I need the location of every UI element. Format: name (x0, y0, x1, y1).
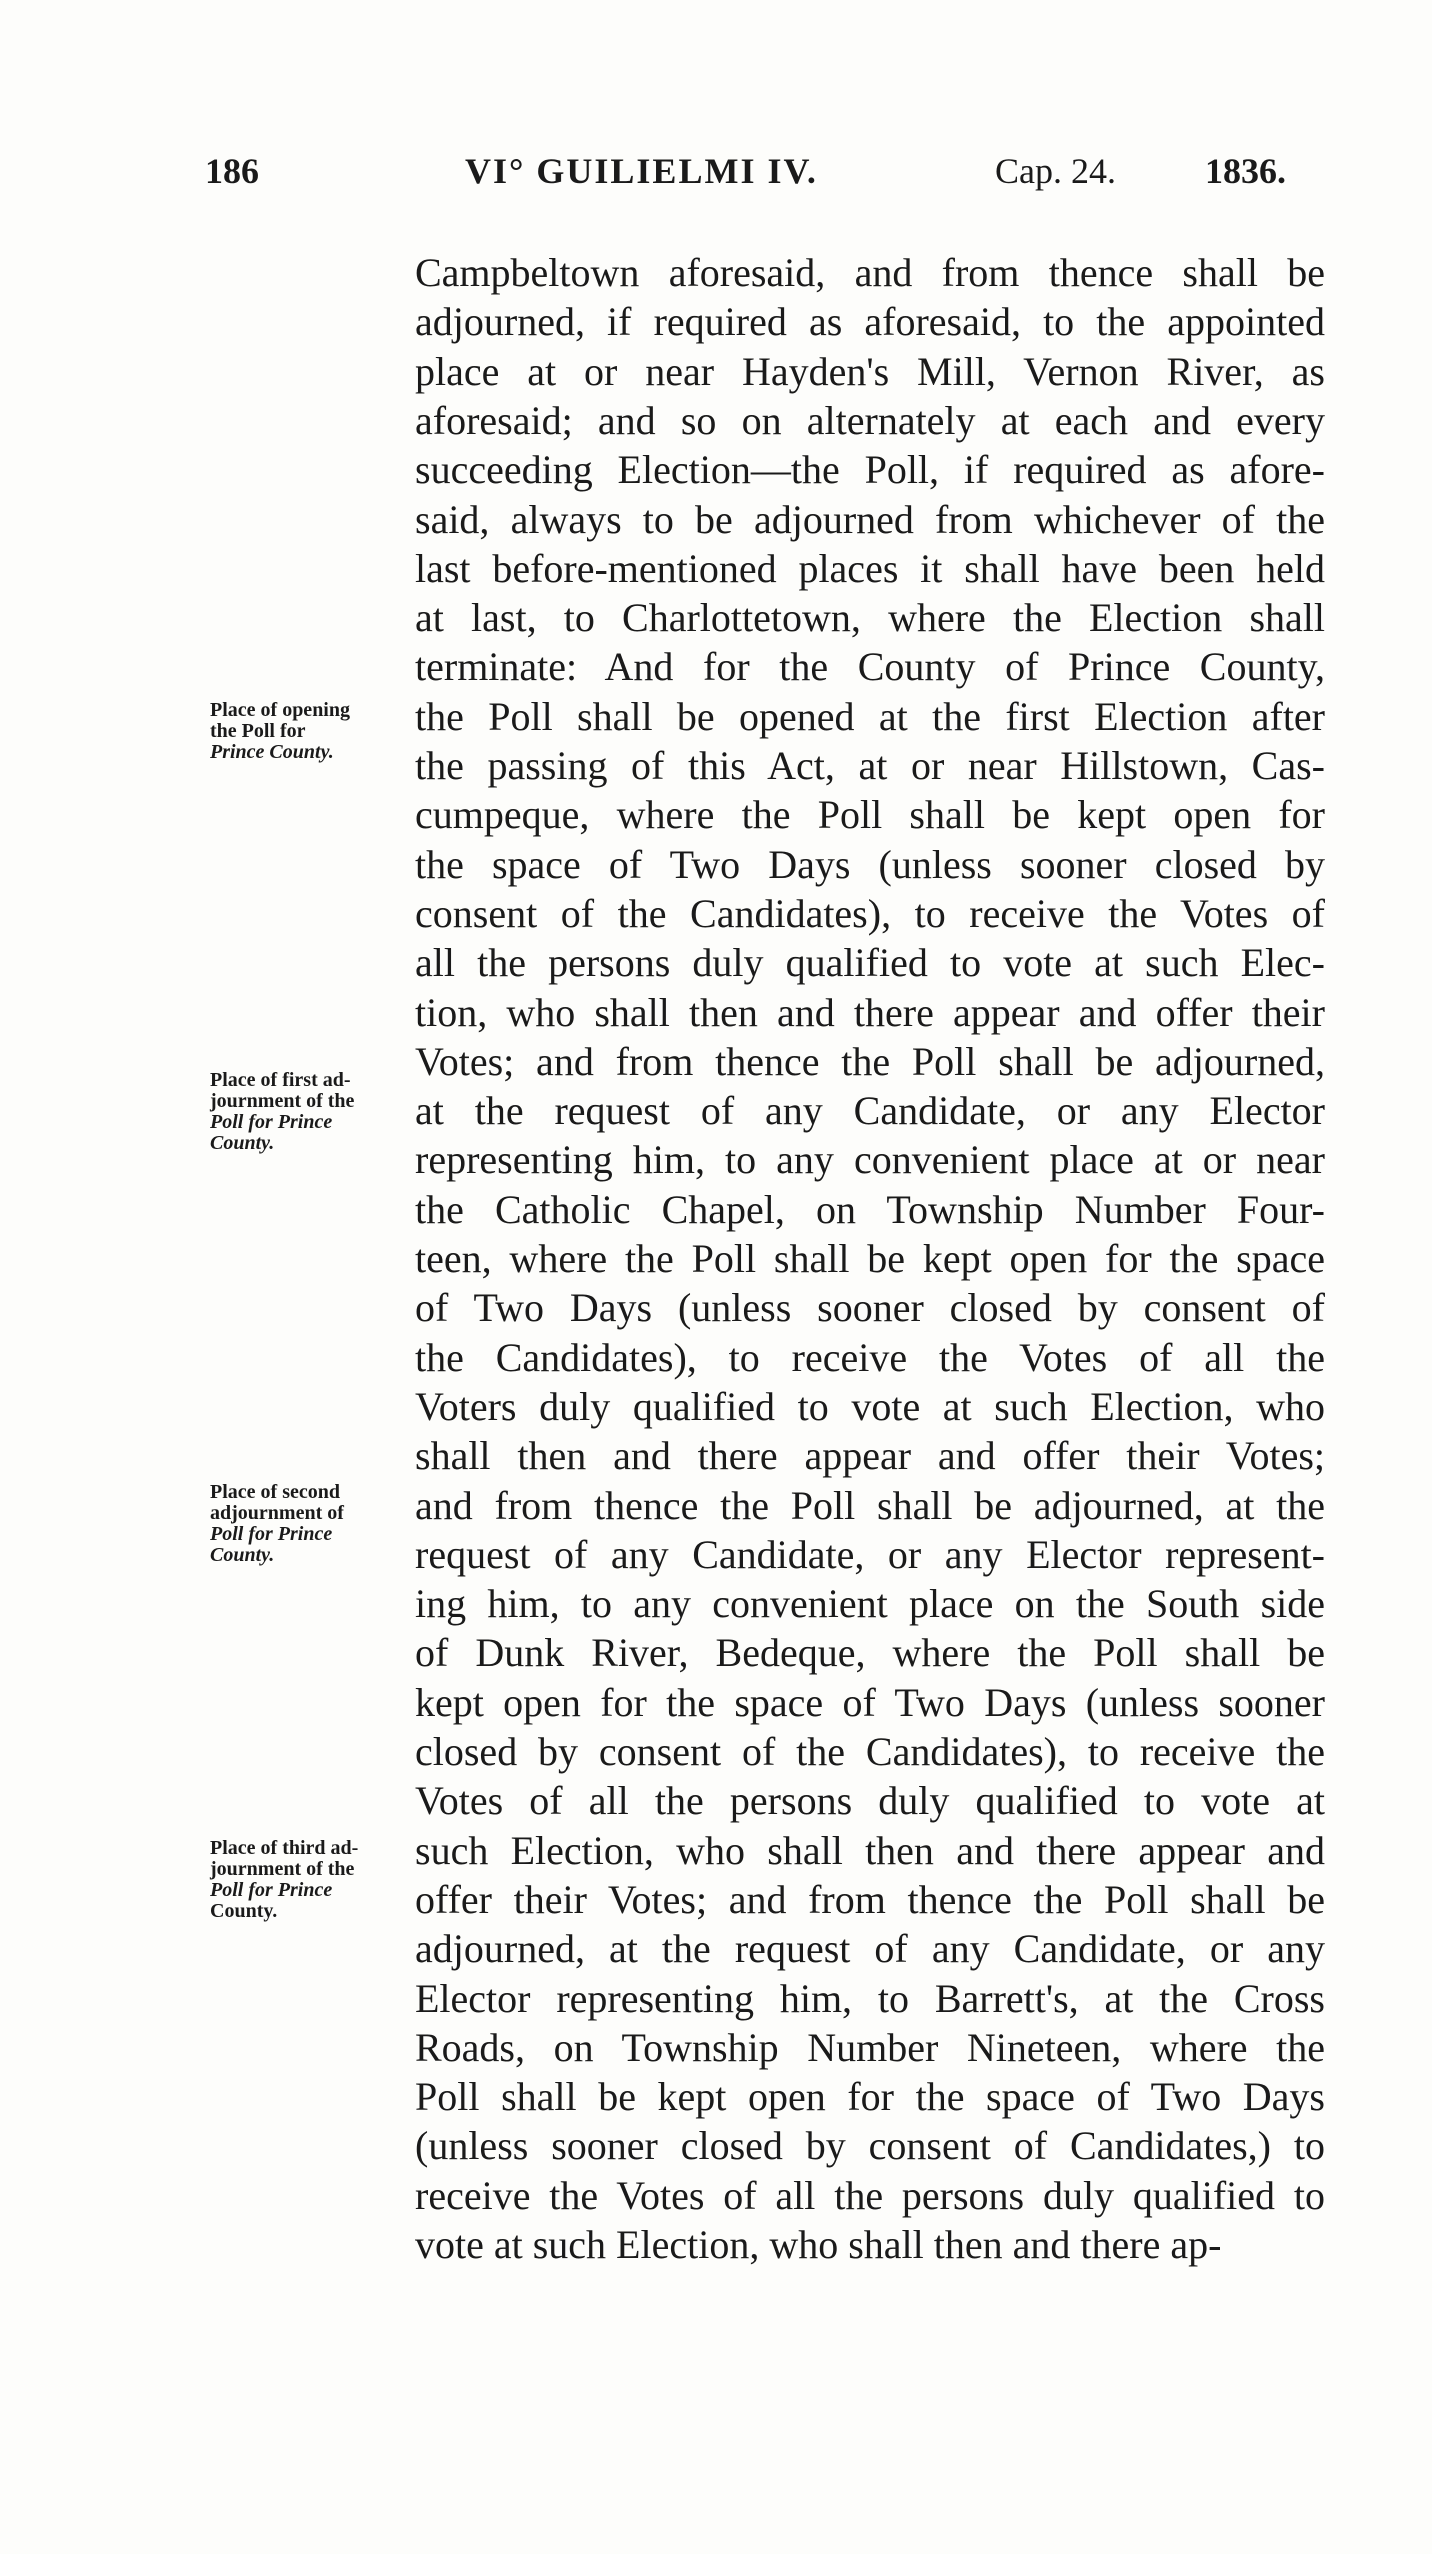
body-line: offer their Votes; and from thence the Poll shall be (415, 1877, 1325, 1922)
body-line: vote at such Election, who shall then and there ap- (415, 2222, 1222, 2267)
margin-note-line: Poll for Prince (210, 1111, 333, 1133)
margin-note-line: County. (210, 1132, 275, 1154)
body-line: shall then and there appear and offer their Votes; (415, 1433, 1325, 1478)
body-line: place at or near Hayden's Mill, Vernon River, as (415, 349, 1325, 394)
body-line: the space of Two Days (unless sooner closed by (415, 842, 1325, 887)
margin-note-line: journment of the (210, 1858, 355, 1880)
chapter-number: Cap. 24. (995, 151, 1116, 191)
body-line: and from thence the Poll shall be adjourned, at the (415, 1483, 1325, 1528)
body-line: teen, where the Poll shall be kept open for the space (415, 1236, 1325, 1281)
year: 1836. (1205, 151, 1286, 191)
body-line: at the request of any Candidate, or any Elector (415, 1088, 1325, 1133)
margin-note-line: Place of third ad- (210, 1837, 359, 1859)
body-line: last before-mentioned places it shall have been held (415, 546, 1325, 591)
running-title: VI° GUILIELMI IV. (465, 151, 818, 191)
body-line: the Poll shall be opened at the first Election after (415, 694, 1325, 739)
page-number: 186 (205, 151, 259, 191)
body-line: adjourned, at the request of any Candidate, or any (415, 1926, 1325, 1971)
body-line: tion, who shall then and there appear and offer their (415, 990, 1325, 1035)
body-line: Votes of all the persons duly qualified to vote at (415, 1778, 1325, 1823)
body-line: closed by consent of the Candidates), to receive the (415, 1729, 1325, 1774)
body-line: ing him, to any convenient place on the South side (415, 1581, 1325, 1626)
body-line: representing him, to any convenient place at or near (415, 1137, 1325, 1182)
body-line: cumpeque, where the Poll shall be kept open for (415, 792, 1325, 837)
body-line: aforesaid; and so on alternately at each and every (415, 398, 1325, 443)
margin-note-line: Poll for Prince (210, 1523, 333, 1545)
body-line: kept open for the space of Two Days (unless sooner (415, 1680, 1325, 1725)
body-line: request of any Candidate, or any Elector represent- (415, 1532, 1325, 1577)
body-line: Voters duly qualified to vote at such Election, who (415, 1384, 1325, 1429)
body-line: Votes; and from thence the Poll shall be adjourned, (415, 1039, 1325, 1084)
margin-note-line: Prince County. (210, 741, 334, 763)
running-header (205, 150, 1325, 210)
body-line: the Candidates), to receive the Votes of all the (415, 1335, 1325, 1380)
body-line: the passing of this Act, at or near Hillstown, Cas- (415, 743, 1325, 788)
body-line: consent of the Candidates), to receive the Votes of (415, 891, 1325, 936)
margin-note-line: Place of first ad- (210, 1069, 351, 1091)
margin-note-line: Poll for Prince (210, 1879, 333, 1901)
margin-note-line: journment of the (210, 1090, 355, 1112)
body-line: Roads, on Township Number Nineteen, where the (415, 2025, 1325, 2070)
body-line: of Two Days (unless sooner closed by consent of (415, 1285, 1325, 1330)
body-line: Poll shall be kept open for the space of Two Days (415, 2074, 1325, 2119)
body-line: adjourned, if required as aforesaid, to the appointed (415, 299, 1325, 344)
margin-note-line: County. (210, 1900, 278, 1922)
body-line: the Catholic Chapel, on Township Number Four- (415, 1187, 1325, 1232)
body-line: receive the Votes of all the persons duly qualified to (415, 2173, 1325, 2218)
margin-note-line: County. (210, 1544, 275, 1566)
margin-note-line: Place of second (210, 1481, 340, 1503)
body-line: of Dunk River, Bedeque, where the Poll shall be (415, 1630, 1325, 1675)
margin-note-first-adjournment (210, 1070, 420, 1154)
body-line: at last, to Charlottetown, where the Election shall (415, 595, 1325, 640)
body-line: succeeding Election—the Poll, if required as afore- (415, 447, 1325, 492)
body-line: (unless sooner closed by consent of Candidates,) to (415, 2123, 1325, 2168)
body-line: terminate: And for the County of Prince County, (415, 644, 1325, 689)
margin-note-line: the Poll for (210, 720, 306, 742)
margin-note-second-adjournment (210, 1482, 420, 1566)
body-line: such Election, who shall then and there appear and (415, 1828, 1325, 1873)
margin-note-line: Place of opening (210, 699, 350, 721)
margin-note-opening (210, 700, 420, 763)
body-line: Campbeltown aforesaid, and from thence shall be (415, 250, 1325, 295)
body-line: all the persons duly qualified to vote at such Elec- (415, 940, 1325, 985)
body-line: said, always to be adjourned from whichever of the (415, 497, 1325, 542)
body-line: Elector representing him, to Barrett's, at the Cross (415, 1976, 1325, 2021)
margin-note-third-adjournment (210, 1838, 420, 1922)
margin-note-line: adjournment of (210, 1502, 344, 1524)
